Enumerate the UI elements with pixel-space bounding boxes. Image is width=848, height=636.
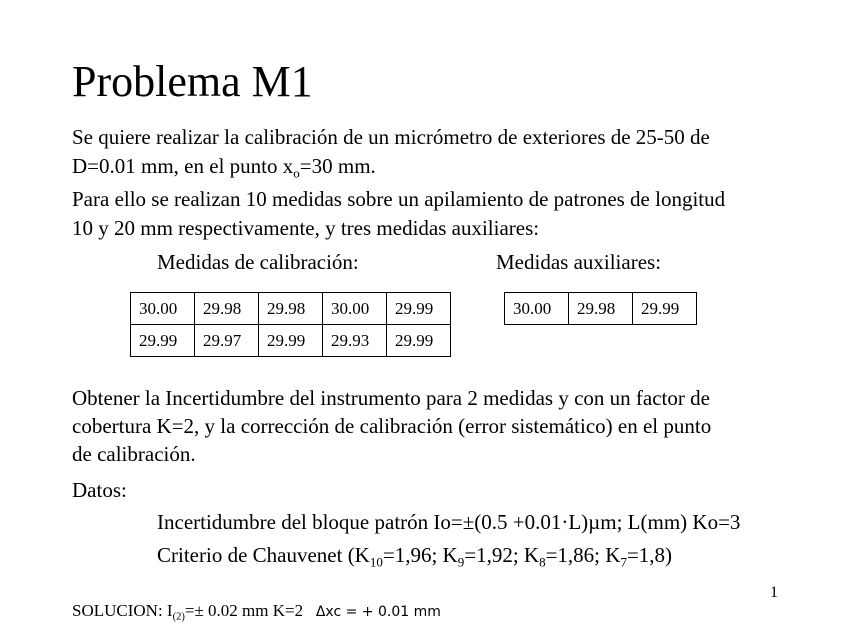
table-cell: 30.00 <box>323 293 387 325</box>
intro-line-2 <box>72 152 376 181</box>
table-cell: 30.00 <box>131 293 195 325</box>
solution-line <box>72 601 441 621</box>
calibration-label: Medidas de calibración: <box>157 250 359 274</box>
objective-line-3: de calibración. <box>72 442 196 466</box>
table-row <box>505 293 697 325</box>
table-cell: 29.99 <box>259 325 323 357</box>
page-title: Problema M1 <box>72 57 313 106</box>
table-row <box>131 325 451 357</box>
chauvenet-line <box>157 541 672 570</box>
objective-line-2: cobertura K=2, y la corrección de calibración (error sistemático) en el punto <box>72 414 712 438</box>
intro-line-1: Se quiere realizar la calibración de un micrómetro de exteriores de 25-50 de <box>72 125 710 149</box>
chauvenet-text: =1,92; K <box>464 543 540 567</box>
table-cell: 29.97 <box>195 325 259 357</box>
auxiliary-label: Medidas auxiliares: <box>496 250 662 274</box>
chauvenet-text: =1,96; K <box>382 543 458 567</box>
table-row <box>131 293 451 325</box>
solution-delta: Δxc = + 0.01 mm <box>315 604 441 620</box>
intro-line-2-pre: D=0.01 mm, en el punto x <box>72 154 294 178</box>
chauvenet-text: =1,86; K <box>545 543 621 567</box>
chauvenet-text: =1,8) <box>626 543 673 567</box>
table-cell: 29.98 <box>569 293 633 325</box>
chauvenet-sub: 7 <box>620 554 627 570</box>
table-cell: 29.98 <box>259 293 323 325</box>
table-cell: 29.93 <box>323 325 387 357</box>
chauvenet-sub: 8 <box>539 554 546 570</box>
datos-line-1: Incertidumbre del bloque patrón Io=±(0.5 +0.01·L)µm; L(mm) Ko=3 <box>157 510 741 534</box>
table-cell: 30.00 <box>505 293 569 325</box>
objective-line-1: Obtener la Incertidumbre del instrumento para 2 medidas y con un factor de <box>72 386 710 410</box>
auxiliary-table <box>504 292 697 325</box>
chauvenet-text: Criterio de Chauvenet (K <box>157 543 370 567</box>
method-line-1: Para ello se realizan 10 medidas sobre un apilamiento de patrones de longitud <box>72 187 726 211</box>
table-cell: 29.99 <box>387 293 451 325</box>
method-line-2: 10 y 20 mm respectivamente, y tres medidas auxiliares: <box>72 216 540 240</box>
intro-line-2-post: =30 mm. <box>299 154 376 178</box>
solution-text: SOLUCION: I <box>72 601 173 620</box>
table-cell: 29.98 <box>195 293 259 325</box>
calibration-table <box>130 292 451 357</box>
table-cell: 29.99 <box>387 325 451 357</box>
chauvenet-sub: 9 <box>457 554 465 570</box>
intro-line-2-sub: o <box>293 165 300 181</box>
solution-sub: (2) <box>172 611 185 623</box>
table-cell: 29.99 <box>131 325 195 357</box>
chauvenet-sub: 10 <box>369 554 383 570</box>
datos-label: Datos: <box>72 478 127 502</box>
solution-text: =± 0.02 mm K=2 <box>184 601 304 620</box>
table-cell: 29.99 <box>633 293 697 325</box>
page-number: 1 <box>770 584 778 601</box>
